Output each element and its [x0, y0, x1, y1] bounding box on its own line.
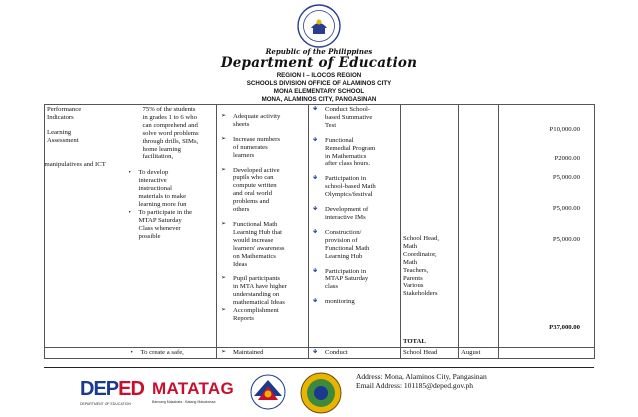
- footer-divider: [44, 367, 594, 368]
- outcome-item: ➢ Increase numbers of numerates learners: [221, 135, 280, 159]
- cell-line: home learning: [142, 145, 181, 153]
- activity-item: 🡻 Development of interactive IMs: [313, 206, 369, 221]
- region-label: REGION I – ILOCOS REGION: [276, 72, 362, 79]
- matatag-logo: MATATAG: [152, 379, 235, 398]
- indicator-cell: [45, 105, 117, 348]
- activity-item: 🡻 Construction/ provision of Functional Math Learning Hub: [313, 228, 370, 260]
- activity-item: 🡻 Conduct School- based Summative Test: [313, 106, 373, 129]
- cell-line: in grades 1 to 6 who: [142, 113, 197, 121]
- persons-involved-cell: School Head, Math Coordinator, Math Teachers, Parents Various Stakeholders TOTAL: [401, 105, 459, 348]
- fund-amount: P10,000.00: [549, 126, 580, 133]
- cell-line: facilitation,: [142, 153, 174, 161]
- activity-item: 🡻 Participation in school-based Math Olympics/festival: [313, 175, 376, 199]
- address-line: Address: Mona, Alaminos City, Pangasinan: [356, 372, 487, 381]
- matatag-subtitle: Bansang Makabata · Batang Makabansa: [152, 400, 216, 404]
- objective-item: • To participate in the MTAP Saturday Class whenever possible: [128, 208, 193, 240]
- footer-logos: [0, 370, 638, 416]
- division-label: SCHOOLS DIVISION OFFICE OF ALAMINOS CITY: [246, 80, 392, 87]
- activity-item: 🡻 Participation in MTAP Saturday class: [313, 267, 369, 291]
- timeframe-cell: [459, 105, 499, 348]
- deped-seal-icon: [297, 4, 341, 48]
- email-line: Email Address: 101185@deped.gov.ph: [356, 381, 473, 391]
- school-address: MONA, ALAMINOS CITY, PANGASINAN: [261, 96, 377, 103]
- deped-logo: DEPED: [80, 378, 144, 400]
- total-label: TOTAL: [403, 338, 426, 346]
- cell-line: Indicators: [47, 113, 74, 121]
- school-name: MONA ELEMENTARY SCHOOL: [273, 88, 365, 95]
- cell-line: through drills, SIMs,: [142, 137, 199, 145]
- table-row: [45, 105, 595, 348]
- cell-line: Performance: [47, 106, 82, 113]
- republic-label: Republic of the Philippines: [265, 47, 373, 56]
- total-amount: P37,000.00: [549, 323, 580, 331]
- outcomes-cell: [217, 105, 309, 348]
- outcome-item: ➢ Pupil participants in MTA have higher understanding on mathematical Ideas: [221, 275, 287, 307]
- cell-line: manipulatives and ICT: [44, 161, 106, 169]
- cell-line: Assessment: [47, 136, 79, 144]
- funds-cell: [499, 105, 595, 348]
- deped-logo-subtitle: DEPARTMENT OF EDUCATION: [80, 402, 131, 406]
- fund-amount: P2000.00: [554, 154, 580, 162]
- bagong-pilipinas-logo-icon: [246, 372, 290, 416]
- school-seal-icon: [300, 372, 342, 414]
- footer-contact: [356, 372, 487, 391]
- cell-line: 75% of the students: [142, 106, 196, 113]
- activities-cell: [309, 105, 401, 348]
- department-title: Department of Education: [220, 55, 418, 71]
- action-plan-table: [44, 104, 595, 359]
- cell-line: Learning: [47, 128, 72, 136]
- cell-line: can comprehend and: [142, 121, 198, 129]
- outcome-item: ➢ Accomplishment Reports: [221, 307, 279, 322]
- outcome-item: ➢ Developed active pupils who can compute written and oral world problems and others: [221, 166, 280, 214]
- objective-item: • To develop interactive instructional materials to make learning more fun: [128, 169, 187, 208]
- fund-amount: P5,000.00: [552, 235, 580, 243]
- fund-amount: P5,000.00: [552, 204, 580, 212]
- table-row: • To create a safe, ➢ Maintained 🡻 Conduct School Head August: [45, 348, 595, 359]
- activity-item: 🡻 Functional Remedial Program in Mathematics after class hours.: [313, 136, 376, 168]
- cell-line: solve word problems: [142, 129, 199, 137]
- outcome-item: ➢ Functional Math Learning Hub that would increase learners' awareness on Mathematics Ideas: [221, 220, 285, 268]
- activity-item: 🡻 monitoring: [313, 298, 355, 306]
- fund-amount: P5,000.00: [552, 173, 580, 181]
- outcome-item: ➢ Adequate activity sheets: [221, 113, 281, 128]
